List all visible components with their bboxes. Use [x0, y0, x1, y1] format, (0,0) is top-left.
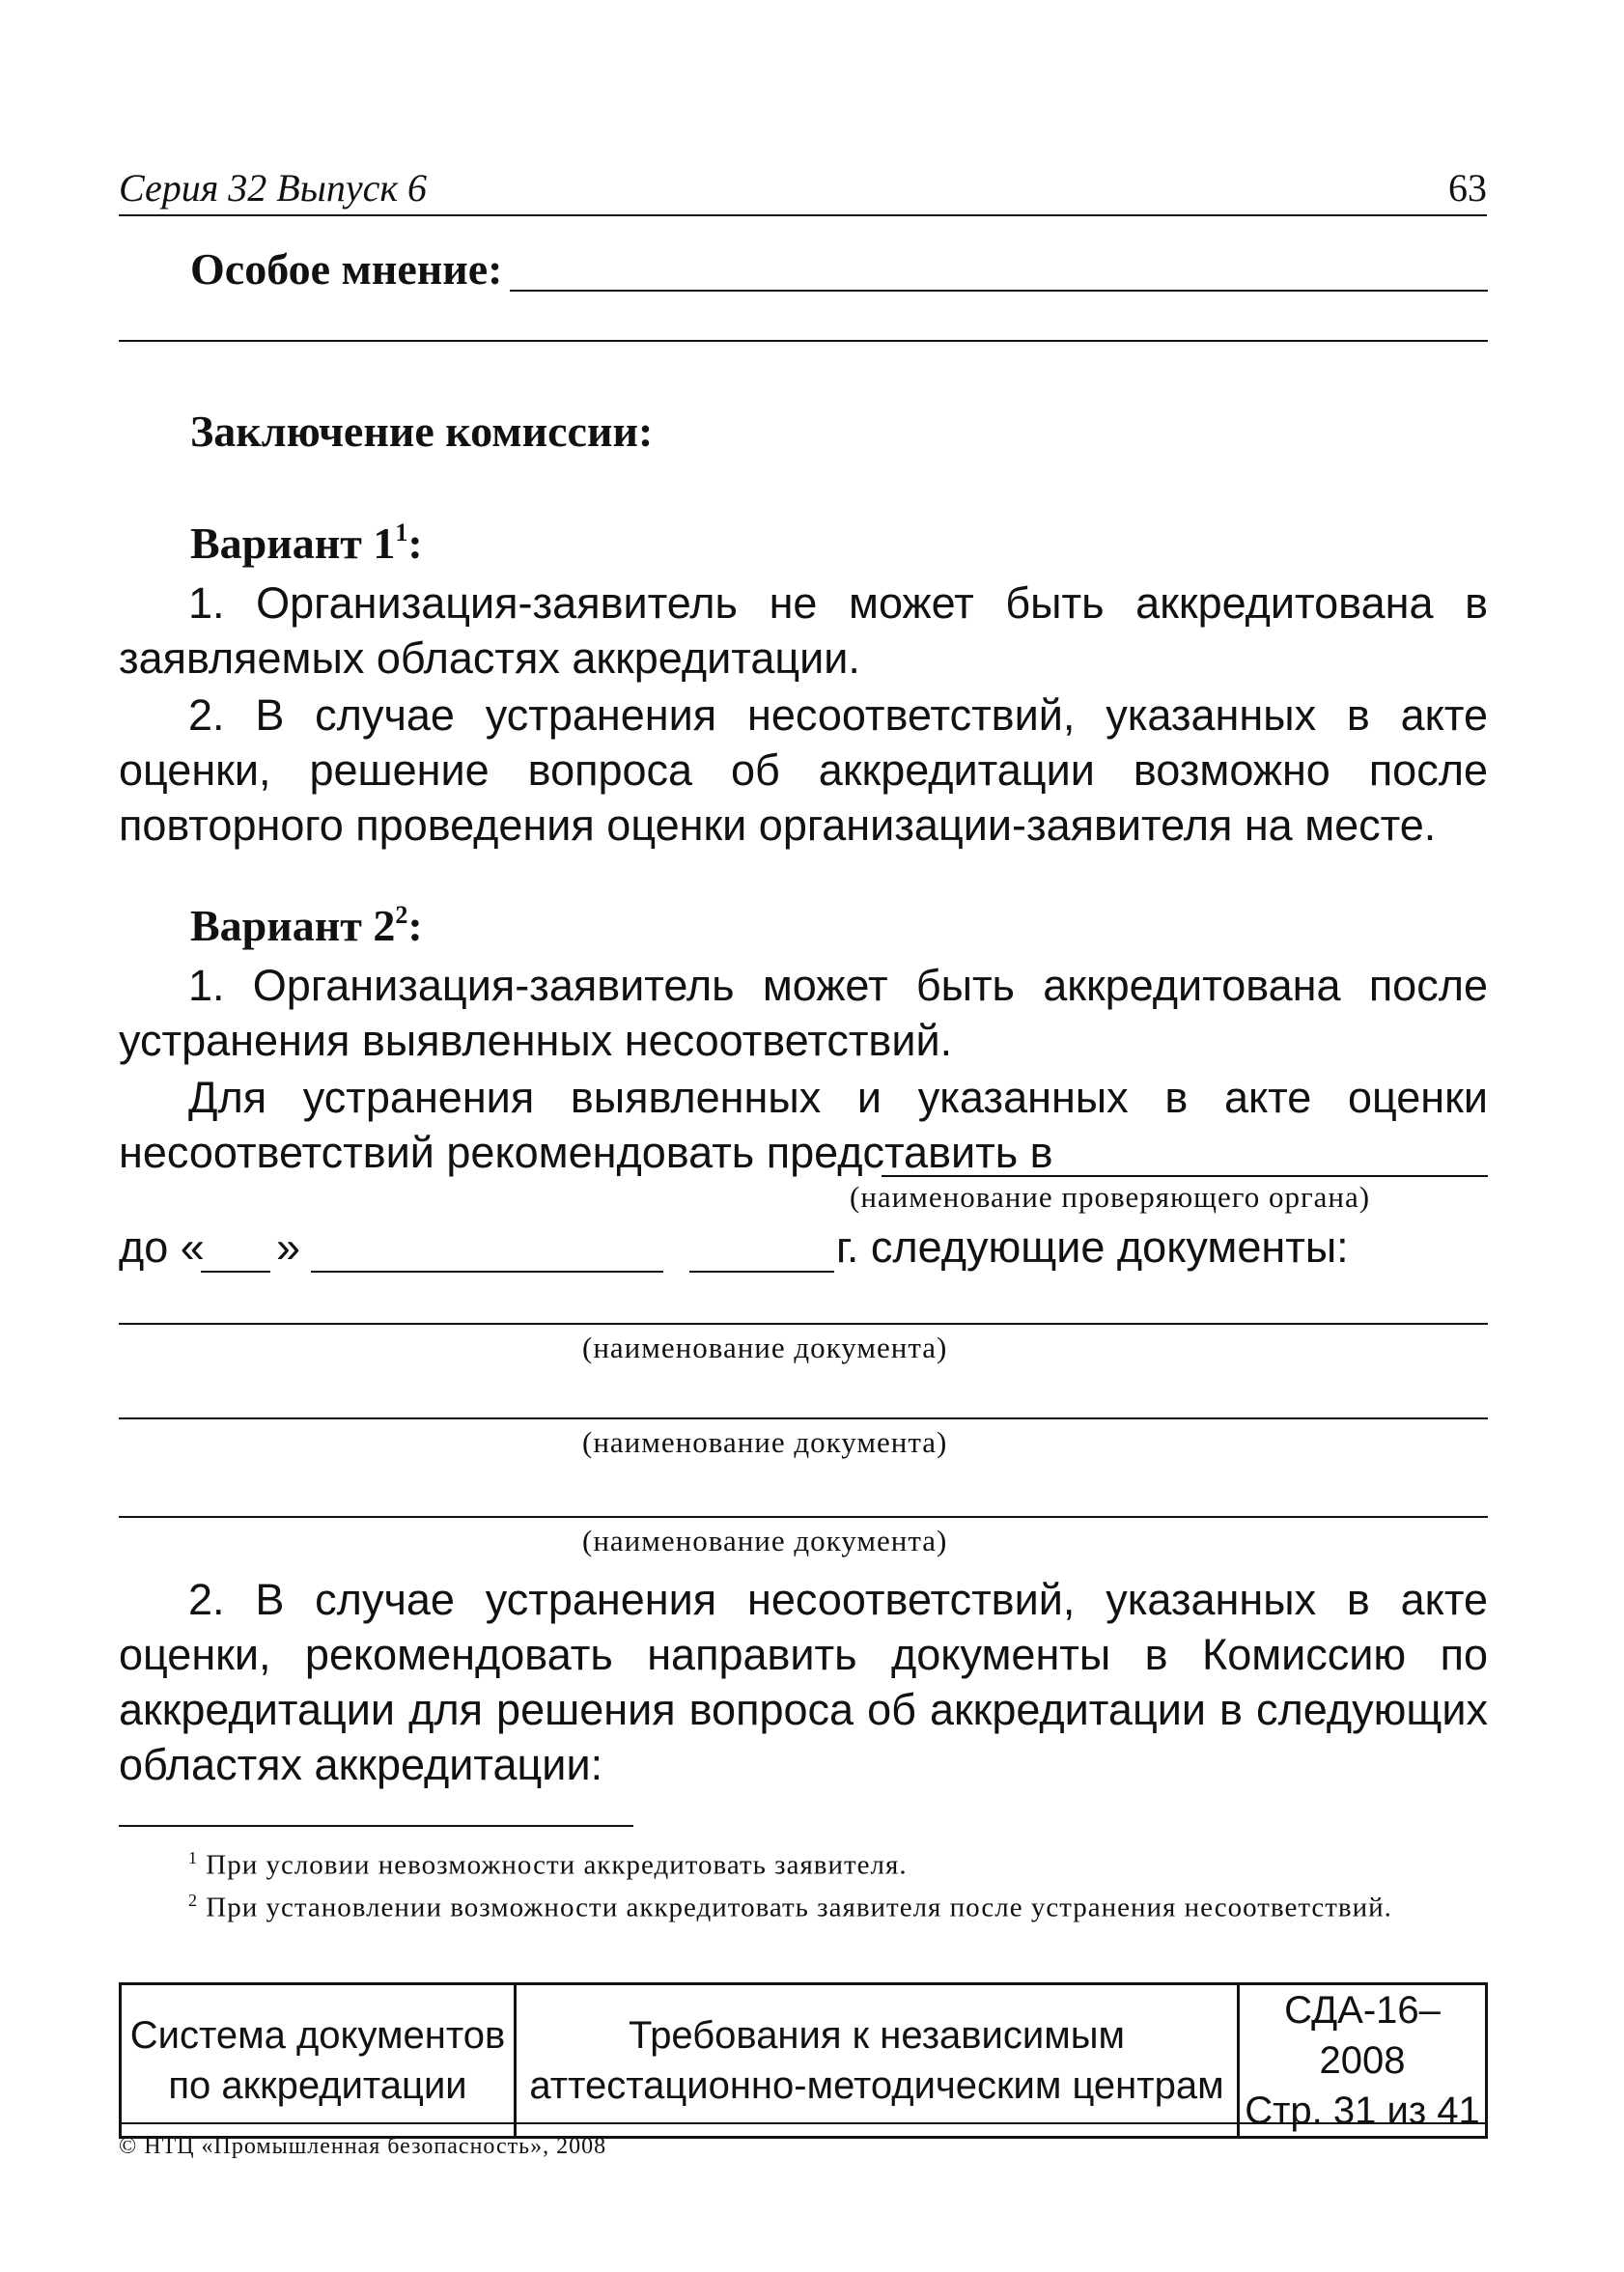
footnote-2-text: При установлении возможности аккредитовать заявителя после устранения несоответствий. — [206, 1892, 1392, 1923]
conclusion-title: Заключение комиссии: — [190, 407, 654, 456]
code-cell — [1239, 1984, 1487, 2138]
variant1-footnote-ref: 1 — [395, 519, 408, 547]
deadline-quote-close: » — [276, 1222, 301, 1272]
document-caption-2: (наименование документа) — [582, 1425, 948, 1459]
deadline-day-line — [201, 1271, 270, 1273]
title-cell — [516, 1984, 1239, 2138]
document-caption-1: (наименование документа) — [582, 1331, 948, 1364]
footnote-1 — [119, 1838, 1488, 1885]
document-page-info: Стр. 31 из 41 — [1245, 2090, 1480, 2132]
deadline-suffix: г. следующие документы: — [836, 1222, 1349, 1272]
authority-caption: (наименование проверяющего органа) — [850, 1180, 1371, 1214]
system-cell — [121, 1984, 516, 2138]
footer-row — [121, 1984, 1487, 2138]
authority-name-line — [882, 1175, 1488, 1177]
footnote-1-mark: 1 — [188, 1848, 198, 1867]
deadline-month-line — [311, 1271, 663, 1273]
running-header — [119, 154, 1487, 216]
variant1-paragraph-1: 1. Организация-заявитель не может быть аккредитована в заявляемых областях аккредитации. — [119, 578, 1488, 683]
variant2-footnote-ref: 2 — [395, 901, 408, 929]
system-line-1: Система документов — [129, 2014, 506, 2057]
series-title: Серия 32 Выпуск 6 — [119, 166, 428, 210]
footnote-2 — [119, 1881, 1488, 1927]
copyright-rule — [119, 2122, 1488, 2124]
document-footer-table — [119, 1982, 1488, 2139]
copyright: © НТЦ «Промышленная безопасность», 2008 — [119, 2134, 607, 2159]
variant1-paragraph-2: 2. В случае устранения несоответствий, указанных в акте оценки, решение вопроса об аккредитации возможно после повторного проведения оценки организации-заявителя на месте. — [119, 690, 1488, 850]
document-line-2 — [119, 1417, 1488, 1419]
page-number: 63 — [1448, 166, 1487, 210]
document-code: СДА-16–2008 — [1284, 1989, 1441, 2082]
variant2-title — [190, 900, 423, 951]
special-opinion-line-1 — [510, 290, 1488, 292]
variant1-title — [190, 518, 423, 569]
document-caption-3: (наименование документа) — [582, 1524, 948, 1557]
variant1-title-text: Вариант 1 — [190, 519, 396, 568]
variant1-colon: : — [407, 519, 423, 568]
document-line-1 — [119, 1323, 1488, 1325]
footnote-1-text: При условии невозможности аккредитовать заявителя. — [206, 1849, 908, 1881]
variant2-paragraph-2: Для устранения выявленных и указанных в акте оценки несоответствий рекомендовать представить в — [119, 1073, 1488, 1177]
document-line-3 — [119, 1516, 1488, 1518]
variant2-paragraph-3: 2. В случае устранения несоответствий, указанных в акте оценки, рекомендовать направить документы в Комиссию по аккредитации для решения вопроса об аккредитации в следующих областях аккредитации: — [119, 1575, 1488, 1789]
variant2-colon: : — [407, 901, 423, 950]
title-line-2: аттестационно-методическим центрам — [529, 2064, 1224, 2107]
special-opinion-line-2 — [119, 340, 1488, 342]
deadline-prefix: до « — [119, 1222, 205, 1272]
footnote-separator — [119, 1825, 633, 1827]
special-opinion-label: Особое мнение: — [190, 244, 503, 294]
title-line-1: Требования к независимым — [629, 2014, 1125, 2057]
variant2-title-text: Вариант 2 — [190, 901, 396, 950]
deadline-year-line — [689, 1271, 834, 1273]
variant2-paragraph-1: 1. Организация-заявитель может быть аккредитована после устранения выявленных несоответствий. — [119, 961, 1488, 1065]
system-line-2: по аккредитации — [168, 2064, 467, 2107]
footnote-2-mark: 2 — [188, 1891, 198, 1910]
